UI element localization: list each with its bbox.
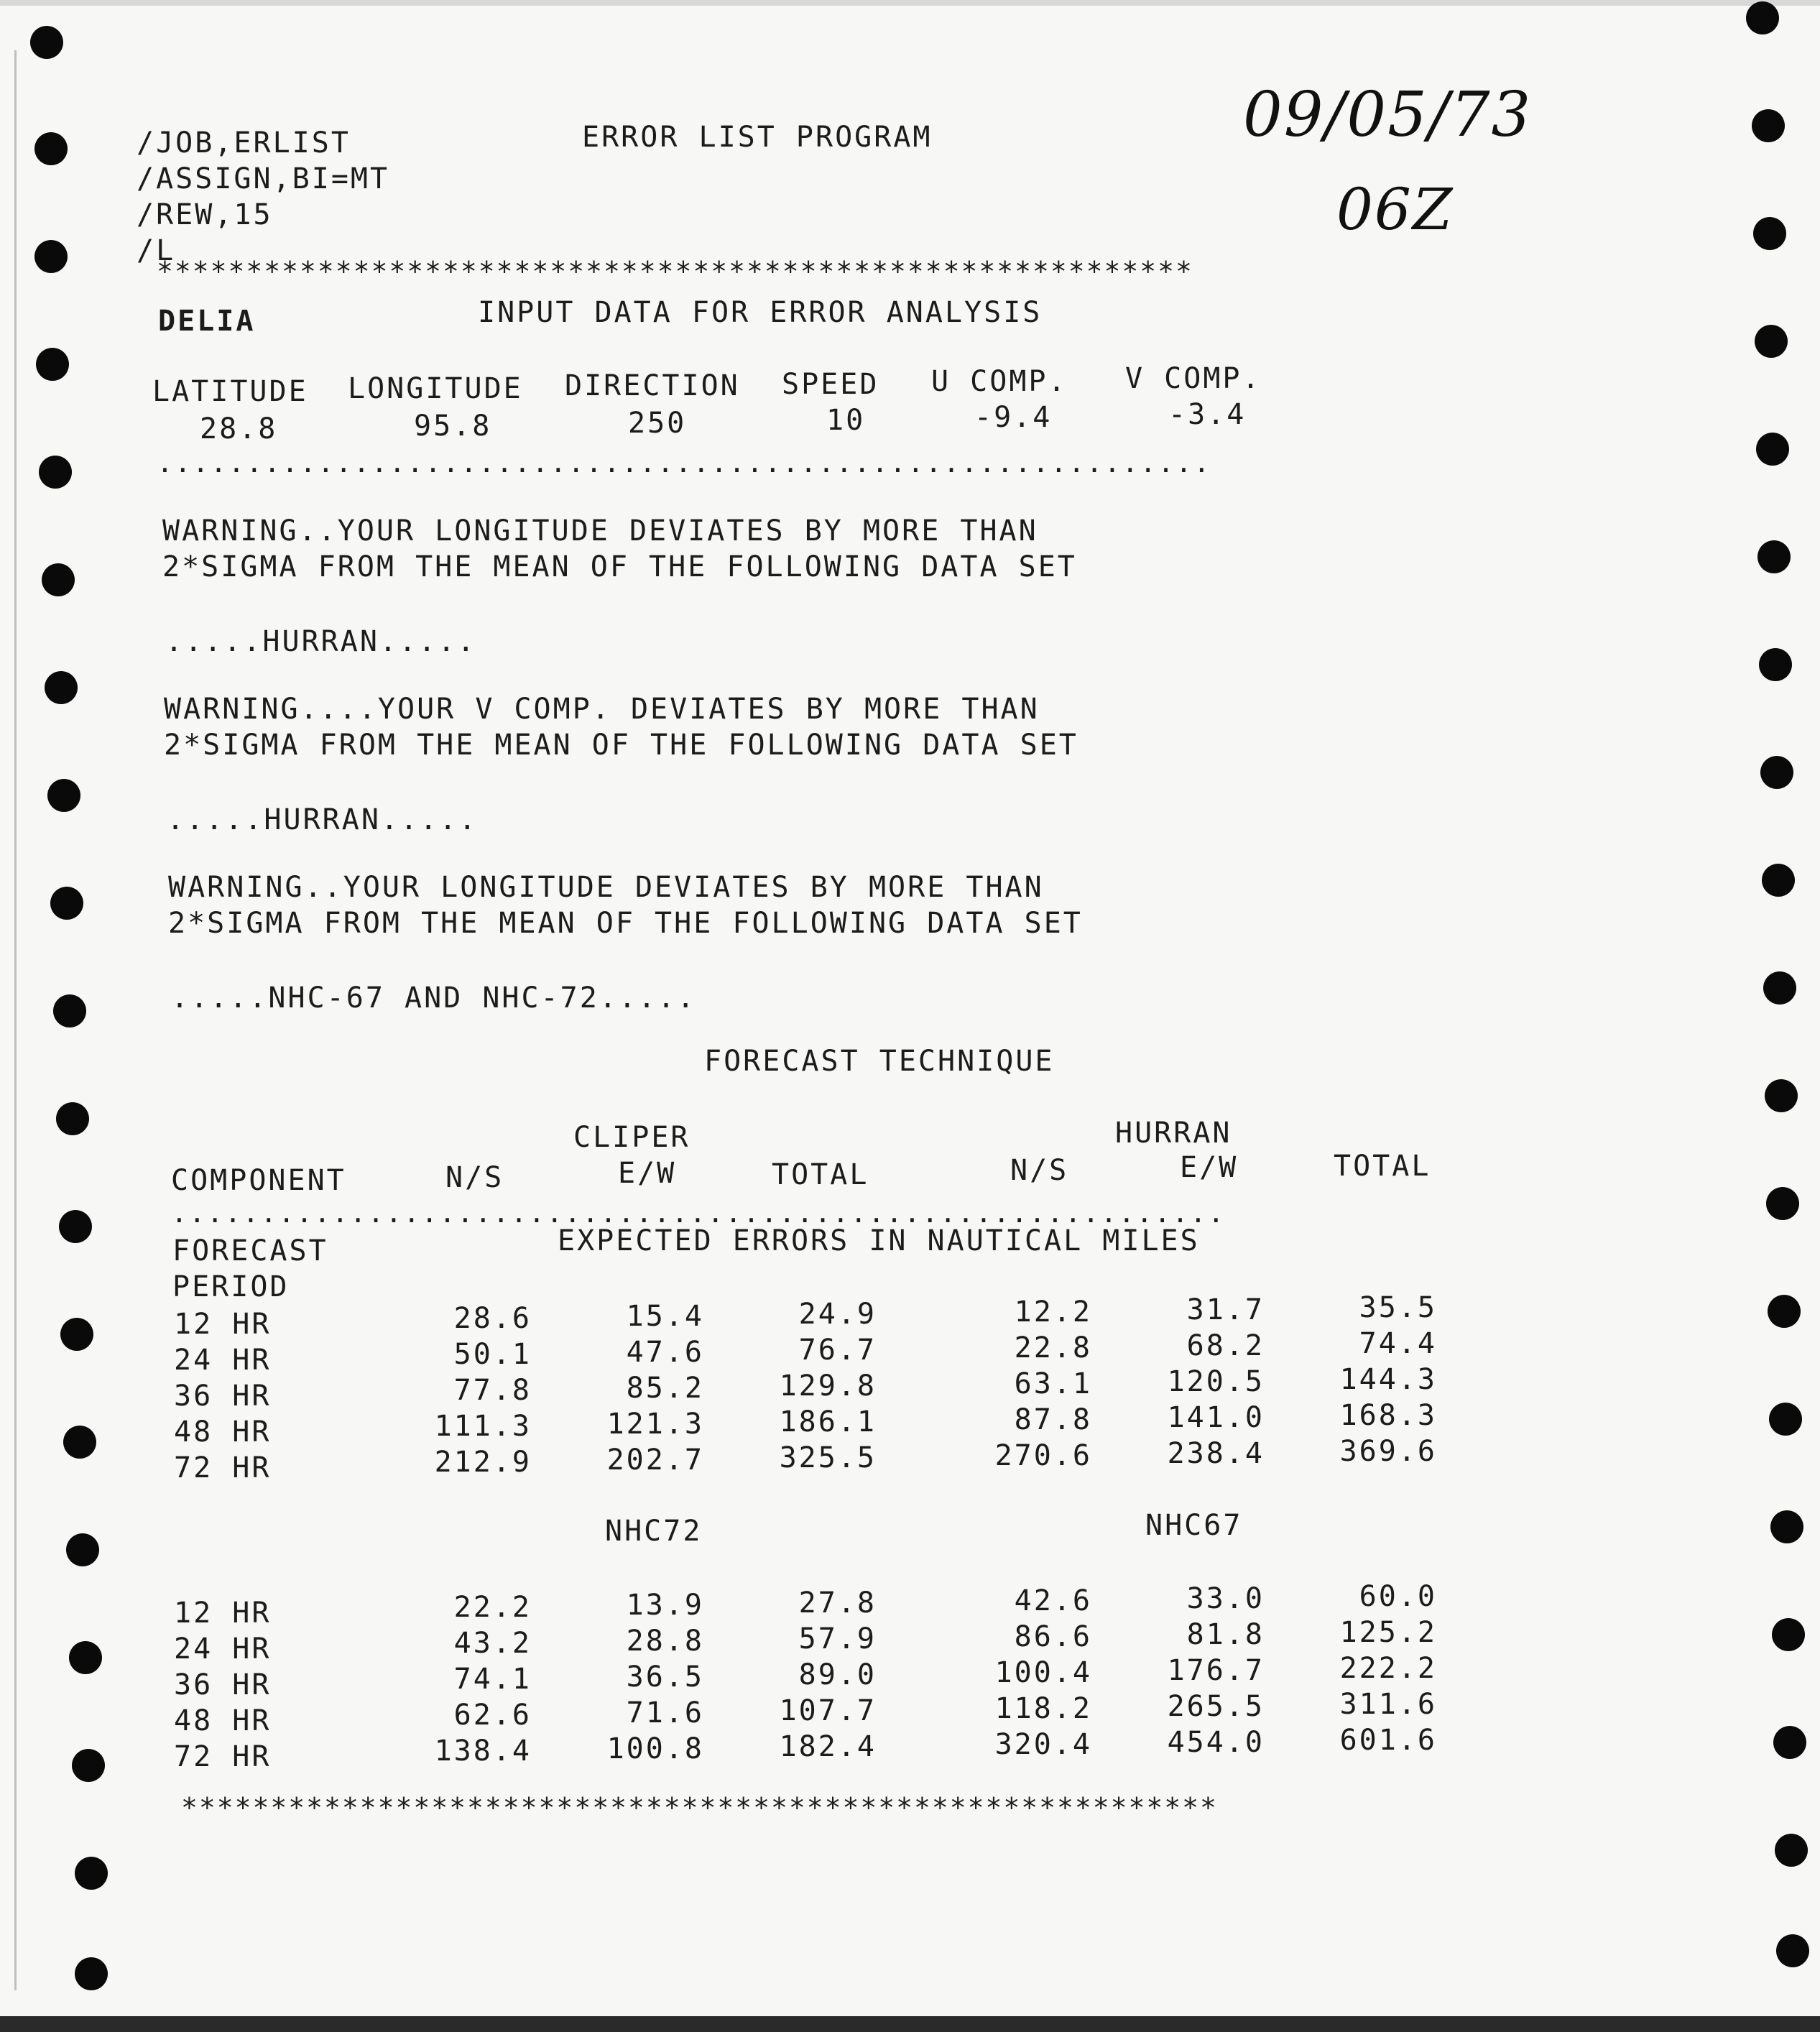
error-value-cell: 100.4 [994,1656,1092,1689]
feed-hole-icon [1772,1618,1805,1651]
input-ucomp-value: -9.4 [974,401,1053,434]
error-value-cell: 369.6 [1339,1435,1437,1468]
error-value-cell: 43.2 [453,1627,532,1660]
error-value-cell: 85.2 [626,1372,704,1405]
error-value-cell: 129.8 [779,1370,877,1403]
job-line: /L [137,234,176,267]
error-value-cell: 325.5 [779,1441,877,1474]
error-value-cell: 182.4 [779,1730,877,1763]
input-col-speed: SPEED [782,368,879,401]
error-value-cell: 121.3 [606,1408,704,1441]
error-value-cell: 186.1 [779,1405,877,1438]
input-vcomp-value: -3.4 [1168,398,1247,431]
feed-hole-icon [1770,1510,1803,1543]
feed-hole-icon [75,1857,108,1890]
error-value-cell: 176.7 [1167,1654,1265,1687]
warning-1-line1: WARNING..YOUR LONGITUDE DEVIATES BY MORE THAN [162,514,1038,548]
feed-hole-icon [53,994,86,1027]
error-value-cell: 71.6 [626,1696,704,1729]
group2-left-name: NHC72 [605,1515,703,1548]
feed-hole-icon [30,26,63,59]
forecast-period: 24 HR [174,1344,272,1377]
paper-bottom-edge [0,2016,1820,2032]
feed-hole-icon [45,671,78,704]
col-total-1: TOTAL [772,1158,869,1191]
job-line: /JOB,ERLIST [137,126,351,160]
error-value-cell: 118.2 [994,1692,1092,1725]
feed-hole-icon [34,132,68,165]
error-value-cell: 74.1 [453,1663,532,1696]
feed-hole-icon [60,1318,93,1351]
error-value-cell: 222.2 [1339,1652,1437,1685]
input-col-vcomp: V COMP. [1125,362,1262,395]
error-value-cell: 35.5 [1359,1291,1437,1324]
input-col-latitude: LATITUDE [152,375,308,408]
input-latitude-value: 28.8 [200,412,278,445]
feed-hole-icon [1768,1295,1801,1328]
error-value-cell: 270.6 [994,1439,1092,1472]
feed-hole-icon [1756,433,1789,466]
warning-2-dataset: .....HURRAN..... [167,803,479,836]
error-value-cell: 138.4 [434,1735,532,1768]
error-value-cell: 62.6 [453,1699,532,1732]
input-longitude-value: 95.8 [414,410,492,443]
input-col-direction: DIRECTION [565,369,740,402]
forecast-period: 72 HR [174,1740,272,1773]
feed-hole-icon [63,1426,96,1459]
job-line: /REW,15 [137,198,273,231]
error-value-cell: 27.8 [798,1587,877,1620]
feed-hole-icon [1762,864,1795,897]
error-value-cell: 15.4 [626,1300,704,1333]
star-separator: ********************************************************** [157,257,1193,286]
error-value-cell: 22.2 [453,1591,532,1624]
dot-separator: ........................................................... [157,448,1211,477]
error-value-cell: 63.1 [1014,1367,1092,1400]
error-value-cell: 168.3 [1339,1399,1437,1432]
feed-hole-icon [1746,1,1779,34]
error-value-cell: 33.0 [1186,1582,1265,1615]
error-value-cell: 12.2 [1014,1296,1092,1329]
feed-hole-icon [36,348,69,381]
error-value-cell: 202.7 [606,1444,704,1477]
feed-hole-icon [47,779,80,812]
period-label-2: PERIOD [172,1270,290,1303]
error-value-cell: 31.7 [1186,1293,1265,1326]
forecast-heading: FORECAST TECHNIQUE [704,1045,1055,1078]
feed-hole-icon [1752,109,1785,142]
forecast-period: 24 HR [174,1632,272,1666]
group1-right-name: HURRAN [1115,1117,1232,1150]
handwritten-time: 06Z [1336,176,1454,243]
feed-hole-icon [42,563,75,596]
handwritten-date: 09/05/73 [1243,79,1533,151]
error-value-cell: 57.9 [798,1622,877,1655]
warning-2-line1: WARNING....YOUR V COMP. DEVIATES BY MORE THAN [164,693,1040,726]
error-value-cell: 125.2 [1339,1616,1437,1649]
error-value-cell: 454.0 [1167,1726,1265,1759]
input-col-longitude: LONGITUDE [348,372,523,405]
forecast-period: 36 HR [174,1668,272,1701]
forecast-period: 48 HR [174,1704,272,1737]
error-value-cell: 107.7 [779,1694,877,1727]
period-label-1: FORECAST [172,1234,328,1267]
error-value-cell: 74.4 [1359,1327,1437,1360]
error-value-cell: 50.1 [453,1338,532,1371]
program-title: ERROR LIST PROGRAM [582,121,933,154]
feed-hole-icon [39,456,72,489]
warning-2-line2: 2*SIGMA FROM THE MEAN OF THE FOLLOWING DATA SET [164,729,1078,762]
group1-left-name: CLIPER [573,1121,690,1154]
job-line: /ASSIGN,BI=MT [137,162,390,195]
feed-hole-icon [1765,1079,1798,1112]
feed-hole-icon [1769,1403,1802,1436]
storm-name: DELIA [158,305,256,338]
error-value-cell: 60.0 [1359,1580,1437,1613]
error-value-cell: 238.4 [1167,1437,1265,1470]
error-value-cell: 24.9 [798,1298,877,1331]
feed-hole-icon [50,887,83,920]
error-value-cell: 47.6 [626,1336,704,1369]
error-value-cell: 320.4 [994,1728,1092,1761]
units-heading: EXPECTED ERRORS IN NAUTICAL MILES [558,1224,1200,1257]
feed-hole-icon [69,1641,102,1674]
feed-hole-icon [1757,540,1791,573]
feed-hole-icon [56,1102,89,1135]
error-value-cell: 87.8 [1014,1403,1092,1436]
feed-hole-icon [75,1957,108,1990]
error-value-cell: 77.8 [453,1374,532,1407]
error-value-cell: 13.9 [626,1589,704,1622]
feed-hole-icon [1766,1187,1799,1220]
warning-1-dataset: .....HURRAN..... [165,625,477,658]
error-value-cell: 42.6 [1014,1584,1092,1617]
input-heading: INPUT DATA FOR ERROR ANALYSIS [478,296,1043,329]
feed-hole-icon [1753,217,1786,250]
forecast-period: 36 HR [174,1380,272,1413]
col-ns-2: N/S [1010,1154,1069,1187]
error-value-cell: 141.0 [1167,1401,1265,1434]
feed-hole-icon [59,1210,92,1243]
forecast-period: 48 HR [174,1416,272,1449]
feed-hole-icon [1775,1834,1808,1867]
error-value-cell: 36.5 [626,1661,704,1694]
feed-hole-icon [1760,756,1793,789]
error-value-cell: 100.8 [606,1732,704,1765]
error-value-cell: 22.8 [1014,1331,1092,1364]
col-ns-1: N/S [445,1161,504,1194]
error-value-cell: 111.3 [434,1410,532,1443]
col-ew-1: E/W [618,1157,677,1190]
input-direction-value: 250 [628,407,687,440]
error-value-cell: 265.5 [1167,1690,1265,1723]
input-speed-value: 10 [826,404,866,437]
warning-1-line2: 2*SIGMA FROM THE MEAN OF THE FOLLOWING DATA SET [162,550,1077,583]
error-value-cell: 81.8 [1186,1618,1265,1651]
feed-hole-icon [1763,971,1796,1005]
paper-top-edge [0,0,1820,6]
warning-3-line2: 2*SIGMA FROM THE MEAN OF THE FOLLOWING DATA SET [168,907,1083,940]
col-total-2: TOTAL [1334,1150,1431,1183]
error-value-cell: 144.3 [1339,1363,1437,1396]
table-dot-separator: ........................................................... [171,1199,1226,1227]
error-value-cell: 28.6 [453,1302,532,1335]
error-value-cell: 28.8 [626,1625,704,1658]
forecast-period: 12 HR [174,1597,272,1630]
feed-hole-icon [1755,325,1788,358]
error-value-cell: 86.6 [1014,1620,1092,1653]
error-value-cell: 212.9 [434,1446,532,1479]
input-col-ucomp: U COMP. [931,365,1068,398]
component-label: COMPONENT [171,1164,346,1197]
feed-hole-icon [34,240,68,273]
feed-hole-icon [66,1533,99,1566]
error-value-cell: 68.2 [1186,1329,1265,1362]
feed-hole-icon [1759,648,1792,681]
group2-right-name: NHC67 [1145,1509,1243,1542]
forecast-period: 12 HR [174,1308,272,1341]
bottom-star-separator: ********************************************************** [181,1793,1218,1822]
col-ew-2: E/W [1180,1151,1239,1184]
error-value-cell: 120.5 [1167,1365,1265,1398]
error-value-cell: 601.6 [1339,1724,1437,1757]
error-value-cell: 76.7 [798,1334,877,1367]
warning-3-line1: WARNING..YOUR LONGITUDE DEVIATES BY MORE THAN [168,871,1044,904]
feed-hole-icon [72,1749,105,1782]
warning-3-dataset: .....NHC-67 AND NHC-72..... [171,982,697,1015]
margin-fold [14,50,17,1990]
error-value-cell: 311.6 [1339,1688,1437,1721]
feed-hole-icon [1773,1726,1806,1759]
forecast-period: 72 HR [174,1451,272,1484]
error-value-cell: 89.0 [798,1658,877,1691]
feed-hole-icon [1776,1934,1809,1967]
